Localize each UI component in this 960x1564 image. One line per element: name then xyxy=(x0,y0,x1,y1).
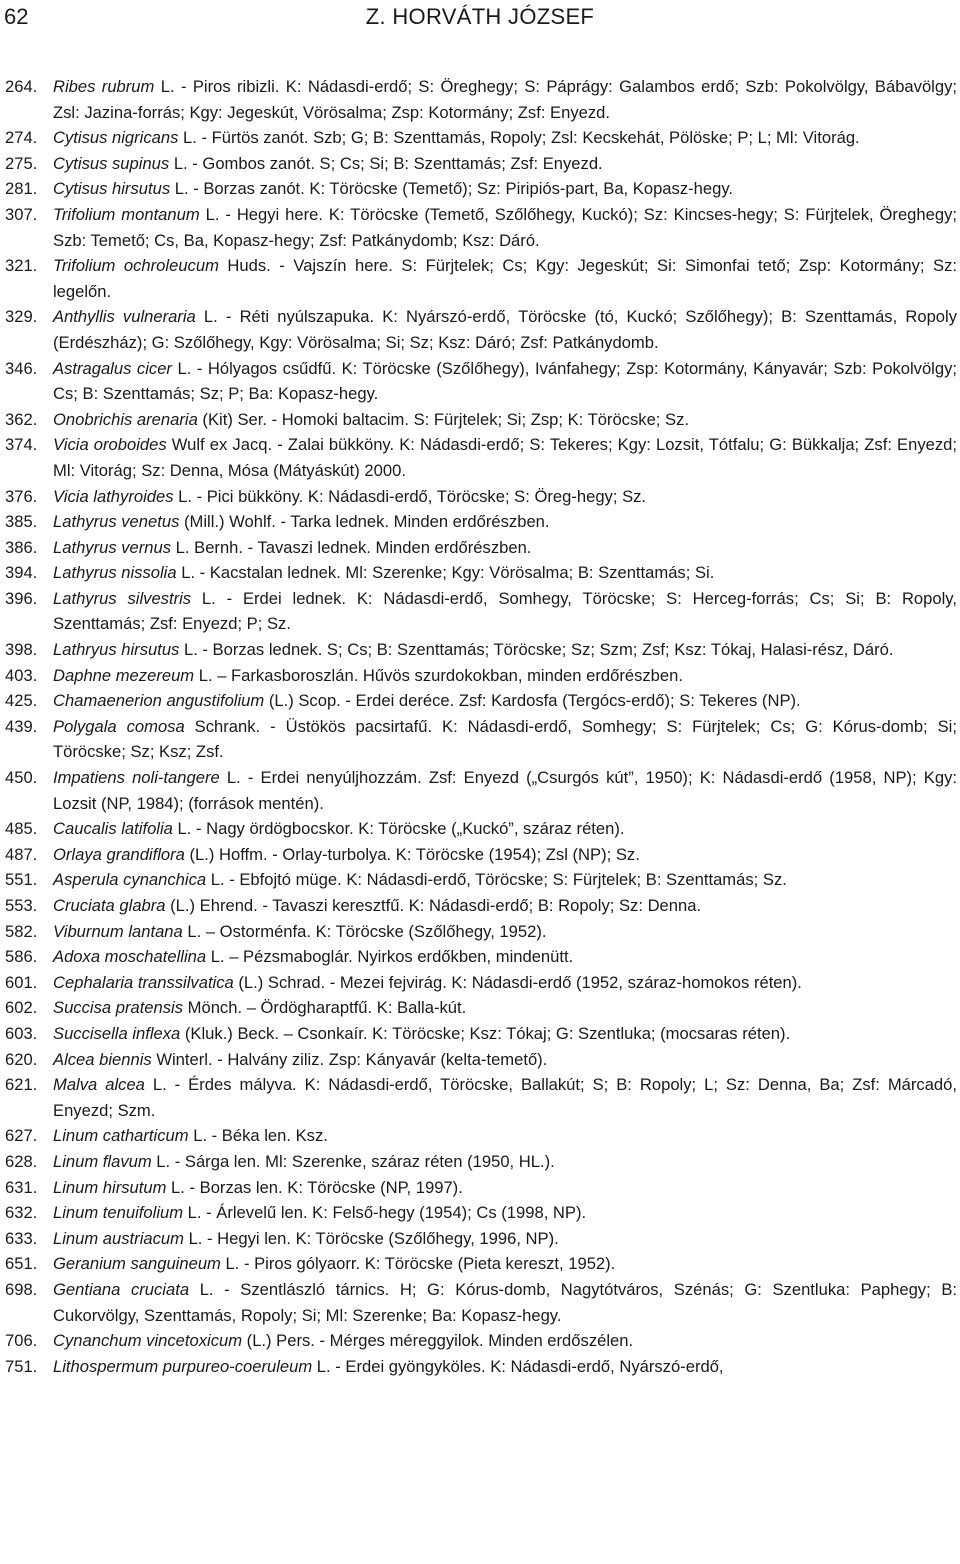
entry-text: - Zalai bükköny. K: Nádasdi-erdő; S: Tekeres; Kgy: Lozsit, Tótfalu; G: Bükkalja; Zsf: Enyezd; Ml: Vitorág; Sz: Denna, Mósa (Mátyáskút) 2000. xyxy=(53,435,957,480)
species-entry xyxy=(5,714,957,765)
entry-text: – Ördögharaptfű. K: Balla-kút. xyxy=(242,998,467,1018)
species-entry xyxy=(5,356,957,407)
entry-number: 362. xyxy=(5,409,38,429)
entry-number: 264. xyxy=(5,77,38,96)
scientific-name: Linum flavum xyxy=(53,1151,152,1171)
entry-number: 632. xyxy=(5,1203,38,1223)
entry-text: - Tarka lednek. Minden erdőrészben. xyxy=(275,512,550,532)
entry-number: 385. xyxy=(5,512,38,532)
scientific-name: Trifolium montanum xyxy=(53,204,200,224)
entry-number: 346. xyxy=(5,358,38,378)
species-entry xyxy=(5,816,957,842)
scientific-name: Onobrichis arenaria xyxy=(53,409,198,429)
scientific-name: Caucalis latifolia xyxy=(53,819,173,839)
entry-number: 281. xyxy=(5,179,38,199)
entry-text: - Tavaszi keresztfű. K: Nádasdi-erdő; B: Ropoly; Sz: Denna. xyxy=(257,896,702,915)
entry-text: - Béka len. Ksz. xyxy=(207,1126,328,1146)
species-entry xyxy=(5,560,957,586)
author-citation: L. xyxy=(176,563,196,583)
entry-number: 394. xyxy=(5,563,38,583)
entry-text: - Piros ribizli. K: Nádasdi-erdő; S: Öreghegy; S: Páprágy: Galambos erdő; Szb: Pokolvölgy, Bábavölgy; Zsl: Jazina-forrás; Kgy: Jegeskút, Vörösalma; Zsp: Kotormány; Zsf: Enyezd. xyxy=(53,77,958,122)
author-citation: L. xyxy=(206,947,225,967)
scientific-name: Impatiens noli-tangere xyxy=(53,768,220,788)
scientific-name: Polygala comosa xyxy=(53,716,185,736)
page-number: 62 xyxy=(4,4,29,29)
scientific-name: Lathryus hirsutus xyxy=(53,640,180,660)
author-citation: L. xyxy=(179,640,198,660)
author-citation: L. xyxy=(191,588,216,608)
author-citation: Wulf ex Jacq. xyxy=(166,435,273,455)
author-citation: L. Bernh. xyxy=(171,537,244,557)
species-entry xyxy=(5,1251,957,1277)
entry-text: - Érdes mályva. K: Nádasdi-erdő, Töröcske, Ballakút; S; B: Ropoly; L; Sz: Denna, Ba; Zsf: Márcadó, Enyezd; Szm. xyxy=(53,1075,957,1120)
entry-number: 633. xyxy=(5,1228,38,1248)
entry-text: - Sárga len. Ml: Szerenke, száraz réten (1950, HL.). xyxy=(170,1151,555,1171)
entry-number: 307. xyxy=(5,204,38,224)
entry-text: - Szentlászló tárnics. H; G: Kórus-domb, Nagytótváros, Szénás; G: Szentluka: Paphegy; B: Cukorvölgy, Szenttamás, Ropoly; Si; Ml: Szerenke; Ba: Kopasz-hegy. xyxy=(53,1279,957,1325)
entry-text: - Tavaszi lednek. Minden erdőrészben. xyxy=(243,537,532,557)
entry-number: 396. xyxy=(5,588,38,608)
entry-number: 603. xyxy=(5,1023,38,1043)
author-citation: L. xyxy=(220,1254,240,1274)
scientific-name: Succisella inflexa xyxy=(53,1023,181,1043)
species-entry xyxy=(5,407,957,433)
species-entry xyxy=(5,1200,957,1226)
species-entry xyxy=(5,1047,957,1073)
entry-text: - Vajszín here. S: Fürjtelek; Cs; Kgy: Jegeskút; Si: Simonfai tető; Zsp: Kotormány; Sz: legelőn. xyxy=(53,256,957,301)
entry-number: 631. xyxy=(5,1177,38,1197)
scientific-name: Linum hirsutum xyxy=(53,1177,167,1197)
scientific-name: Orlaya grandiflora xyxy=(53,844,185,864)
entry-number: 274. xyxy=(5,128,38,148)
entry-text: - Mezei fejvirág. K: Nádasdi-erdő (1952, száraz-homokos réten). xyxy=(325,972,802,992)
scientific-name: Cytisus hirsutus xyxy=(53,179,171,199)
entry-text: - Erdei derécе. Zsf: Kardosfa (Tergócs-erdő); S: Tekeres (NP). xyxy=(340,691,801,711)
scientific-name: Gentiana cruciata xyxy=(53,1279,190,1299)
species-entry xyxy=(5,765,957,816)
entry-text: - Árlevelű len. K: Felső-hegy (1954); Cs (1998, NP). xyxy=(201,1203,587,1223)
author-citation: L. xyxy=(178,128,197,148)
author-citation: L. xyxy=(151,1151,171,1171)
species-entry xyxy=(5,1021,957,1047)
scientific-name: Linum catharticum xyxy=(53,1126,189,1146)
scientific-name: Vicia oroboides xyxy=(53,435,167,455)
entry-text: - Hólyagos csűdfű. K: Töröcske (Szőlőhegy), Ivánfahegy; Zsp: Kotormány, Kányavár; Szb: Pokolvölgy; Cs; B: Szenttamás; Sz; P; Ba: Kopasz-hegy. xyxy=(53,358,957,404)
entry-number: 487. xyxy=(5,844,38,864)
species-entry xyxy=(5,637,957,663)
scientific-name: Cephalaria transsilvatica xyxy=(53,972,234,992)
species-entry xyxy=(5,1149,957,1175)
author-citation: L. xyxy=(206,870,225,890)
author-citation: L. xyxy=(194,665,213,685)
scientific-name: Cruciata glabra xyxy=(53,896,166,915)
author-citation: L. xyxy=(219,768,241,788)
page-header xyxy=(0,0,960,40)
species-entry xyxy=(5,1226,957,1252)
author-citation: (Kit) Ser. xyxy=(197,409,267,429)
scientific-name: Lathyrus nissolia xyxy=(53,563,177,583)
scientific-name: Malva alcea xyxy=(53,1075,145,1095)
entry-number: 398. xyxy=(5,640,38,660)
author-citation: L. xyxy=(170,179,189,199)
entry-text: - Erdei gyöngyköles. K: Nádasdi-erdő, Nyárszó-erdő, xyxy=(330,1356,724,1376)
entry-number: 376. xyxy=(5,486,38,506)
species-entry xyxy=(5,663,957,689)
entry-text: – Farkasboroszlán. Hűvös szurdokokban, minden erdőrészben. xyxy=(212,665,683,685)
species-entry xyxy=(5,995,957,1021)
entry-text: - Borzas lednek. S; Cs; B: Szenttamás; Töröcske; Sz; Szm; Zsf; Ksz: Tókaj, Halasi-rész, Dáró. xyxy=(197,640,894,660)
entry-text: – Ostorménfa. K: Töröcske (Szőlőhegy, 1952). xyxy=(201,921,547,941)
entry-text: - Gombos zanót. S; Cs; Si; B: Szenttamás; Zsf: Enyezd. xyxy=(187,153,603,173)
species-entry xyxy=(5,151,957,177)
author-citation: L. xyxy=(154,77,175,96)
species-entry xyxy=(5,202,957,253)
entry-number: 450. xyxy=(5,768,38,788)
scientific-name: Chamaenerion angustifolium xyxy=(53,691,265,711)
scientific-name: Trifolium ochroleucum xyxy=(53,256,219,276)
entry-text: - Mérges méreggyilok. Minden erdőszélen. xyxy=(314,1331,634,1351)
author-citation: (Mill.) Wohlf. xyxy=(179,512,276,532)
entry-number: 425. xyxy=(5,691,38,711)
entry-text: - Homoki baltacim. S: Fürjtelek; Si; Zsp; K: Töröcske; Sz. xyxy=(266,409,689,429)
entry-text: - Fürtös zanót. Szb; G; B: Szenttamás, Ropoly; Zsl: Kecskehát, Pölöske; P; L; Ml: Vitorág. xyxy=(196,128,860,148)
scientific-name: Vicia lathyroides xyxy=(53,486,174,506)
species-entry xyxy=(5,893,957,919)
scientific-name: Astragalus cicer xyxy=(53,358,172,378)
running-head-author: Z. HORVÁTH JÓZSEF xyxy=(365,4,595,29)
entry-text: - Halvány ziliz. Zsp: Kányavár (kelta-temető). xyxy=(212,1049,548,1069)
entry-text: - Erdei nenyúljhozzám. Zsf: Enyezd („Csurgós kút”, 1950); K: Nádasdi-erdő (1958, NP); Kgy: Lozsit (NP, 1984); (források mentén). xyxy=(53,768,957,813)
entry-text: - Piros gólyaorr. K: Töröcske (Pieta kereszt, 1952). xyxy=(239,1254,616,1274)
species-entry xyxy=(5,919,957,945)
author-citation: (Kluk.) Beck. xyxy=(180,1023,279,1043)
author-citation: L. xyxy=(173,486,192,506)
scientific-name: Asperula cynanchica xyxy=(53,870,207,890)
entry-number: 329. xyxy=(5,307,38,327)
author-citation: (L.) Hoffm. xyxy=(184,844,268,864)
author-citation: (L.) Schrad. xyxy=(233,972,326,992)
entry-text: - Nagy ördögbocskor. K: Töröcske („Kuckó”, száraz réten). xyxy=(191,819,625,839)
entry-number: 551. xyxy=(5,870,38,890)
scientific-name: Cytisus nigricans xyxy=(53,128,179,148)
author-citation: L. xyxy=(182,921,202,941)
scientific-name: Lathyrus venetus xyxy=(53,512,180,532)
scientific-name: Succisa pratensis xyxy=(53,998,184,1018)
species-entry xyxy=(5,509,957,535)
scientific-name: Daphne mezereum xyxy=(53,665,195,685)
scientific-name: Anthyllis vulneraria xyxy=(53,307,196,327)
species-entry xyxy=(5,125,957,151)
entry-text: - Hegyi len. K: Töröcske (Szőlőhegy, 1996, NP). xyxy=(202,1228,559,1248)
entry-number: 275. xyxy=(5,153,38,173)
species-entry xyxy=(5,74,957,125)
scientific-name: Cynanchum vincetoxicum xyxy=(53,1331,243,1351)
entry-text: - Hegyi here. K: Töröcske (Temető, Szőlőhegy, Kuckó); Sz: Kincses-hegy; S: Fürjtelek, Öreghegy; Szb: Temető; Cs, Ba, Kopasz-hegy; Zsf: Patkánydomb; Ksz: Dáró. xyxy=(53,204,958,250)
author-citation: L. xyxy=(312,1356,331,1376)
entry-number: 586. xyxy=(5,947,38,967)
species-entry xyxy=(5,1123,957,1149)
entry-number: 553. xyxy=(5,896,38,915)
scientific-name: Geranium sanguineum xyxy=(53,1254,221,1274)
species-entry xyxy=(5,1328,957,1354)
author-citation: Schrank. xyxy=(184,716,261,736)
author-citation: L. xyxy=(199,204,220,224)
species-entry xyxy=(5,1354,957,1380)
entry-number: 751. xyxy=(5,1356,38,1376)
entry-number: 485. xyxy=(5,819,38,839)
species-entry xyxy=(5,1277,957,1328)
entry-number: 582. xyxy=(5,921,38,941)
scientific-name: Lithospermum purpureo-coeruleum xyxy=(53,1356,313,1376)
entry-number: 706. xyxy=(5,1331,38,1351)
species-entry xyxy=(5,688,957,714)
author-citation: (L.) Scop. xyxy=(264,691,341,711)
author-citation: Mönch. xyxy=(183,998,243,1018)
species-entry xyxy=(5,970,957,996)
entry-number: 386. xyxy=(5,537,38,557)
species-entry xyxy=(5,1072,957,1123)
scientific-name: Viburnum lantana xyxy=(53,921,183,941)
entry-text: - Orlay-turbolya. K: Töröcske (1954); Zsl (NP); Sz. xyxy=(267,844,640,864)
author-citation: Winterl. xyxy=(151,1049,213,1069)
entry-text: - Réti nyúlszapuka. K: Nyárszó-erdő, Töröcske (tó, Kuckó; Szőlőhegy); B: Szenttamás, Ropoly (Erdészház); G: Szőlőhegy, Kgy: Vörösalma; Si; Sz; Ksz: Dáró; Zsf: Patkánydomb. xyxy=(53,307,958,352)
scientific-name: Alcea biennis xyxy=(53,1049,152,1069)
entry-text: - Borzas len. K: Töröcske (NP, 1997). xyxy=(184,1177,463,1197)
species-entry xyxy=(5,867,957,893)
scientific-name: Lathyrus vernus xyxy=(53,537,172,557)
entry-text: - Üstökös pacsirtafű. K: Nádasdi-erdő, Somhegy; S: Fürjtelek; Cs; G: Kórus-domb; Si; Töröcske; Sz; Ksz; Zsf. xyxy=(53,716,957,762)
entry-number: 601. xyxy=(5,972,38,992)
author-citation: L. xyxy=(183,1228,203,1248)
entry-text: - Pici bükköny. K: Nádasdi-erdő, Töröcske; S: Öreg-hegy; Sz. xyxy=(191,486,647,506)
entry-number: 627. xyxy=(5,1126,38,1146)
entry-number: 403. xyxy=(5,665,38,685)
entry-number: 698. xyxy=(5,1279,38,1299)
author-citation: L. xyxy=(172,819,192,839)
species-entry xyxy=(5,484,957,510)
entry-number: 620. xyxy=(5,1049,38,1069)
entry-number: 439. xyxy=(5,716,38,736)
scientific-name: Ribes rubrum xyxy=(53,77,155,96)
entry-text: - Kacstalan lednek. Ml: Szerenke; Kgy: Vörösalma; B: Szenttamás; Si. xyxy=(195,563,715,583)
entry-number: 602. xyxy=(5,998,38,1018)
scientific-name: Cytisus supinus xyxy=(53,153,170,173)
author-citation: L. xyxy=(189,1279,214,1299)
species-entry xyxy=(5,304,957,355)
species-entry xyxy=(5,944,957,970)
entry-text: - Erdei lednek. K: Nádasdi-erdő, Somhegy, Töröcske; S: Herceg-forrás; Cs; Si; B: Ropoly, Szenttamás; Zsf: Enyezd; P; Sz. xyxy=(53,588,957,634)
species-entry xyxy=(5,1175,957,1201)
author-citation: L. xyxy=(166,1177,185,1197)
entry-number: 321. xyxy=(5,256,38,276)
author-citation: L. xyxy=(183,1203,202,1223)
author-citation: Huds. xyxy=(218,256,271,276)
entry-text: - Borzas zanót. K: Töröcske (Temető); Sz: Piripiós-part, Ba, Kopasz-hegy. xyxy=(188,179,734,199)
author-citation: L. xyxy=(171,358,192,378)
author-citation: L. xyxy=(169,153,188,173)
author-citation: L. xyxy=(144,1075,167,1095)
species-entry xyxy=(5,432,957,483)
entry-number: 651. xyxy=(5,1254,38,1274)
entry-number: 374. xyxy=(5,435,38,455)
species-entry xyxy=(5,253,957,304)
author-citation: (L.) Ehrend. xyxy=(165,896,258,915)
entry-text: – Pézsmaboglár. Nyirkos erdőkben, mindenütt. xyxy=(224,947,574,967)
species-entry xyxy=(5,586,957,637)
species-list xyxy=(5,74,957,1379)
author-citation: (L.) Pers. xyxy=(242,1331,315,1351)
entry-number: 628. xyxy=(5,1151,38,1171)
species-entry xyxy=(5,535,957,561)
entry-text: - Ebfojtó müge. K: Nádasdi-erdő, Töröcske; S: Fürjtelek; B: Szenttamás; Sz. xyxy=(224,870,787,890)
scientific-name: Lathyrus silvestris xyxy=(53,588,192,608)
scientific-name: Adoxa moschatellina xyxy=(53,947,207,967)
entry-text: – Csonkaír. K: Töröcske; Ksz: Tókaj; G: Szentluka; (mocsaras réten). xyxy=(278,1023,791,1043)
species-entry xyxy=(5,176,957,202)
species-entry xyxy=(5,842,957,868)
author-citation: L. xyxy=(195,307,218,327)
author-citation: L. xyxy=(188,1126,208,1146)
scientific-name: Linum austriacum xyxy=(53,1228,184,1248)
entry-number: 621. xyxy=(5,1075,38,1095)
scientific-name: Linum tenuifolium xyxy=(53,1203,184,1223)
